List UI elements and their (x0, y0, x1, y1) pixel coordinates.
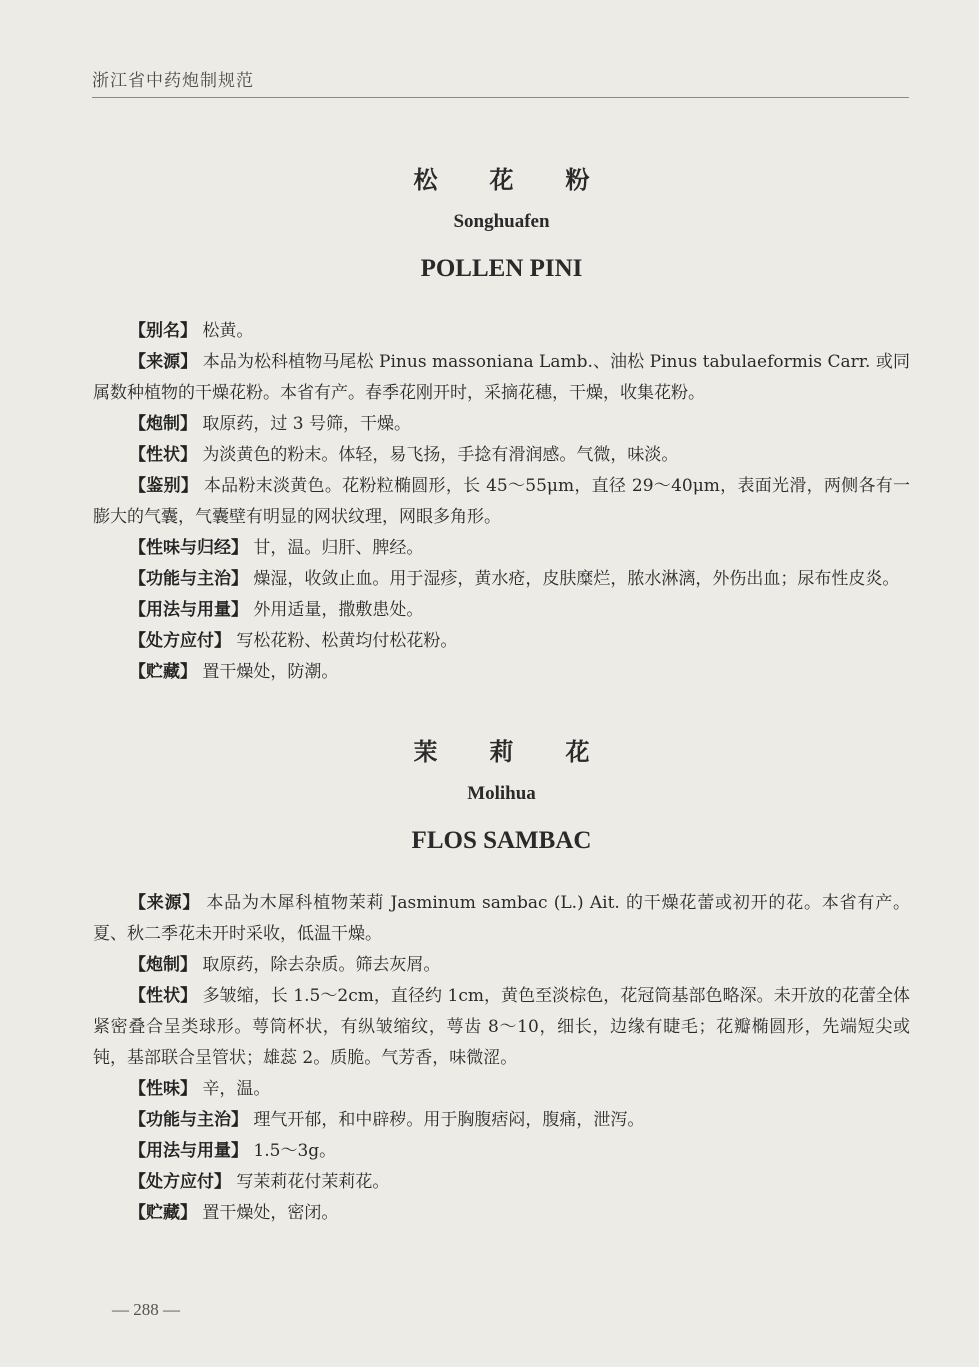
running-header: 浙江省中药炮制规范 (92, 71, 254, 91)
entry-text: 写松花粉、松黄均付松花粉。 (236, 631, 458, 651)
entry-alias (93, 316, 910, 347)
monograph-songhuafen (93, 160, 910, 688)
entry-description (93, 440, 910, 471)
entry-text: 取原药，除去杂质。筛去灰屑。 (202, 955, 441, 975)
entry-text: 为淡黄色的粉末。体轻，易飞扬，手捻有滑润感。气微，味淡。 (202, 445, 679, 465)
entry-label: 【鉴别】 (129, 476, 199, 496)
entry-text: 理气开郁，和中辟秽。用于胸腹痞闷，腹痛，泄泻。 (253, 1110, 645, 1130)
entry-label: 【别名】 (129, 321, 197, 341)
entry-nature-meridian (93, 533, 910, 564)
entry-prescription (93, 1167, 910, 1198)
monograph-molihua (93, 732, 910, 1229)
entry-label: 【来源】 (129, 352, 198, 372)
entry-text: 燥湿，收敛止血。用于湿疹，黄水疮，皮肤糜烂，脓水淋漓，外伤出血；尿布性皮炎。 (253, 569, 900, 589)
monograph-entries (93, 316, 910, 688)
entry-label: 【处方应付】 (129, 1172, 231, 1192)
page-number: — 288 — (112, 1300, 180, 1319)
entry-source (93, 347, 910, 409)
entry-text: 本品粉末淡黄色。花粉粒椭圆形，长 45～55μm，直径 29～40μm，表面光滑，两侧各有一膨大的气囊，气囊壁有明显的网状纹理，网眼多角形。 (93, 476, 911, 527)
monograph-title-chinese: 松花粉 (413, 165, 642, 194)
entry-text: 写茉莉花付茉莉花。 (236, 1172, 390, 1192)
entry-label: 【性味与归经】 (129, 538, 248, 558)
entry-nature (93, 1074, 910, 1105)
entry-functions (93, 564, 910, 595)
entry-text: 置干燥处，防潮。 (202, 662, 339, 682)
monograph-title-chinese: 茉莉花 (413, 737, 642, 766)
entry-dosage (93, 595, 910, 626)
entry-description (93, 981, 910, 1074)
entry-text: 松黄。 (202, 321, 254, 341)
entry-label: 【炮制】 (129, 414, 197, 434)
entry-label: 【贮藏】 (129, 1203, 197, 1223)
monograph-entries (93, 888, 910, 1229)
monograph-title-pinyin: Songhuafen (453, 211, 550, 232)
entry-label: 【炮制】 (129, 955, 197, 975)
entry-text: 本品为松科植物马尾松 Pinus massoniana Lamb.、油松 Pinus tabulaeformis Carr. 或同属数种植物的干燥花粉。本省有产。春季花刚开时，采摘花穗，干燥，收集花粉。 (93, 352, 910, 403)
monograph-title-latin: POLLEN PINI (420, 255, 583, 282)
entry-label: 【来源】 (129, 893, 201, 913)
entry-text: 外用适量，撒敷患处。 (253, 600, 424, 620)
page-content (93, 160, 910, 1229)
entry-storage (93, 657, 910, 688)
entry-label: 【功能与主治】 (129, 569, 248, 589)
header-rule (92, 97, 909, 98)
entry-text: 1.5～3g。 (253, 1141, 337, 1161)
monograph-title-latin: FLOS SAMBAC (411, 827, 592, 854)
entry-label: 【性状】 (129, 445, 197, 465)
entry-text: 辛，温。 (202, 1079, 271, 1099)
entry-prescription (93, 626, 910, 657)
entry-label: 【处方应付】 (129, 631, 231, 651)
entry-text: 取原药，过 3 号筛，干燥。 (202, 414, 412, 434)
entry-functions (93, 1105, 910, 1136)
entry-source (93, 888, 910, 950)
entry-text: 甘，温。归肝、脾经。 (253, 538, 424, 558)
entry-label: 【性状】 (129, 986, 198, 1006)
entry-label: 【功能与主治】 (129, 1110, 248, 1130)
entry-dosage (93, 1136, 910, 1167)
entry-text: 置干燥处，密闭。 (202, 1203, 339, 1223)
entry-text: 本品为木犀科植物茉莉 Jasminum sambac (L.) Ait. 的干燥花蕾或初开的花。本省有产。夏、秋二季花未开时采收，低温干燥。 (93, 893, 910, 944)
entry-label: 【用法与用量】 (129, 600, 248, 620)
entry-label: 【性味】 (129, 1079, 197, 1099)
entry-identification (93, 471, 910, 533)
entry-processing (93, 409, 910, 440)
entry-text: 多皱缩，长 1.5～2cm，直径约 1cm，黄色至淡棕色，花冠筒基部色略深。未开放的花蕾全体紧密叠合呈类球形。萼筒杯状，有纵皱缩纹，萼齿 8～10，细长，边缘有睫毛；花瓣椭圆形，先端短尖或钝，基部联合呈管状；雄蕊 2。质脆。气芳香，味微涩。 (93, 986, 911, 1068)
monograph-title-pinyin: Molihua (467, 783, 536, 804)
entry-label: 【用法与用量】 (129, 1141, 248, 1161)
entry-label: 【贮藏】 (129, 662, 197, 682)
entry-processing (93, 950, 910, 981)
entry-storage (93, 1198, 910, 1229)
